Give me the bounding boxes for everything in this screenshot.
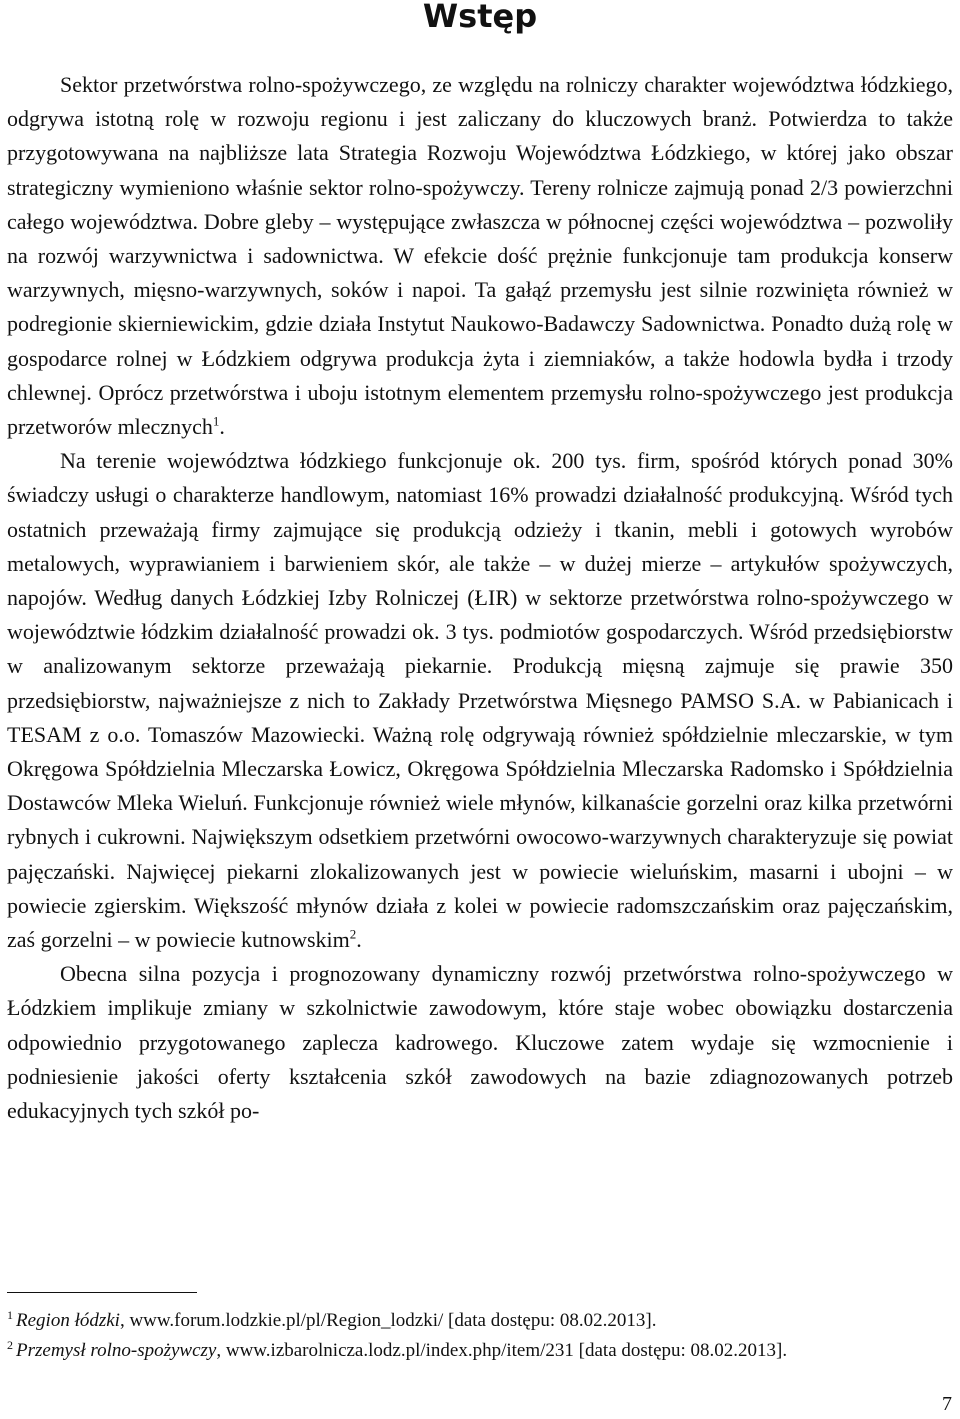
footnote-reference[interactable]: 1 [212,413,220,429]
paragraph-end: . [219,414,225,440]
paragraph-text: Obecna silna pozycja i prognozowany dynamiczny rozwój przetwórstwa rolno-spożywczego w Łódzkiem implikuje zmiany w szkolnictwie zawodowym, które staje wobec obowiązku dostarczenia odpowiednio przygotowanego zaplecza kadrowego. Kluczowe zatem wydaje się wzmocnienie i podniesienie jakości oferty kształcenia szkół zawodowych na bazie zdiagnozowanych potrzeb edukacyjnych tych szkół po- [7,961,953,1124]
footnote-separator [7,1292,197,1293]
footnote-source-title: Przemysł rolno-spożywczy [16,1340,217,1361]
footnote-reference[interactable]: 2 [349,926,357,942]
footnote-number: 1 [7,1307,13,1322]
body-text [7,68,953,1128]
footnote-number: 2 [7,1337,13,1352]
page-number: 7 [942,1393,952,1415]
paragraph-text: Na terenie województwa łódzkiego funkcjonuje ok. 200 tys. firm, spośród których ponad 30% świadczy usługi o charakterze handlowym, natomiast 16% prowadzi działalność produkcyjną. Wśród tych ostatnich przeważają firmy zajmujące się produkcją odzieży i tkanin, mebli i gotowych wyrobów metalowych, wyprawianiem i barwieniem skór, ale także – w dużej mierze – artykułów spożywczych, napojów. Według danych Łódzkiej Izby Rolniczej (ŁIR) w sektorze przetwórstwa rolno-spożywczego w województwie łódzkim działalność prowadzi ok. 3 tys. podmiotów gospodarczych. Wśród przedsiębiorstw w analizowanym sektorze przeważają piekarnie. Produkcją mięsną zajmuje się prawie 350 przedsiębiorstw, najważniejsze z nich to Zakłady Przetwórstwa Mięsnego PAMSO S.A. w Pabianicach i TESAM z o.o. Tomaszów Mazowiecki. Ważną rolę odgrywają również spółdzielnie mleczarskie, w tym Okręgowa Spółdzielnia Mleczarska Łowicz, Okręgowa Spółdzielnia Mleczarska Radomsko i Spółdzielnia Dostawców Mleka Wieluń. Funkcjonuje również wiele młynów, kilkanaście gorzelni oraz kilka przetwórni rybnych i cukrowni. Największym odsetkiem przetwórni owocowo-warzywnych charakteryzuje się powiat pajęczański. Najwięcej piekarni zlokalizowanych jest w powiecie wieluńskim, masarni i ubojni – w powiecie zgierskim. Większość młynów działa z kolei w powiecie radomszczańskim oraz pajęczańskim, zaś gorzelni – w powiecie kutnowskim [7,448,953,953]
footnotes [7,1306,953,1366]
paragraph-end: . [356,927,362,953]
footnote-1 [7,1306,953,1336]
footnote-2 [7,1336,953,1366]
paragraph-2 [7,444,953,957]
footnote-source-link[interactable]: , www.izbarolnicza.lodz.pl/index.php/item/231 [data dostępu: 08.02.2013]. [216,1340,788,1361]
page-title: Wstęp [422,0,538,35]
footnote-source-title: Region łódzki [16,1310,120,1331]
paragraph-text: Sektor przetwórstwa rolno-spożywczego, ze względu na rolniczy charakter województwa łódzkiego, odgrywa istotną rolę w rozwoju regionu i jest zaliczany do kluczowych branż. Potwierdza to także przygotowywana na najbliższe lata Strategia Rozwoju Województwa Łódzkiego, w której jako obszar strategiczny wymieniono właśnie sektor rolno-spożywczy. Tereny rolnicze zajmują ponad 2/3 powierzchni całego województwa. Dobre gleby – występujące zwłaszcza w północnej części województwa – pozwoliły na rozwój warzywnictwa i sadownictwa. W efekcie dość prężnie funkcjonuje tam produkcja konserw warzywnych, mięsno-warzywnych, soków i napoi. Ta gałąź przemysłu jest silnie rozwinięta również w podregionie skierniewickim, gdzie działa Instytut Naukowo-Badawczy Sadownictwa. Ponadto dużą rolę w gospodarce rolnej w Łódzkiem odgrywa produkcja żyta i ziemniaków, a także hodowla bydła i trzody chlewnej. Oprócz przetwórstwa i uboju istotnym elementem przemysłu rolno-spożywczego jest produkcja przetworów mlecznych [7,72,953,440]
paragraph-1 [7,68,953,444]
footnote-source-link[interactable]: , www.forum.lodzkie.pl/pl/Region_lodzki/ [data dostępu: 08.02.2013]. [119,1310,657,1331]
paragraph-3 [7,957,953,1128]
